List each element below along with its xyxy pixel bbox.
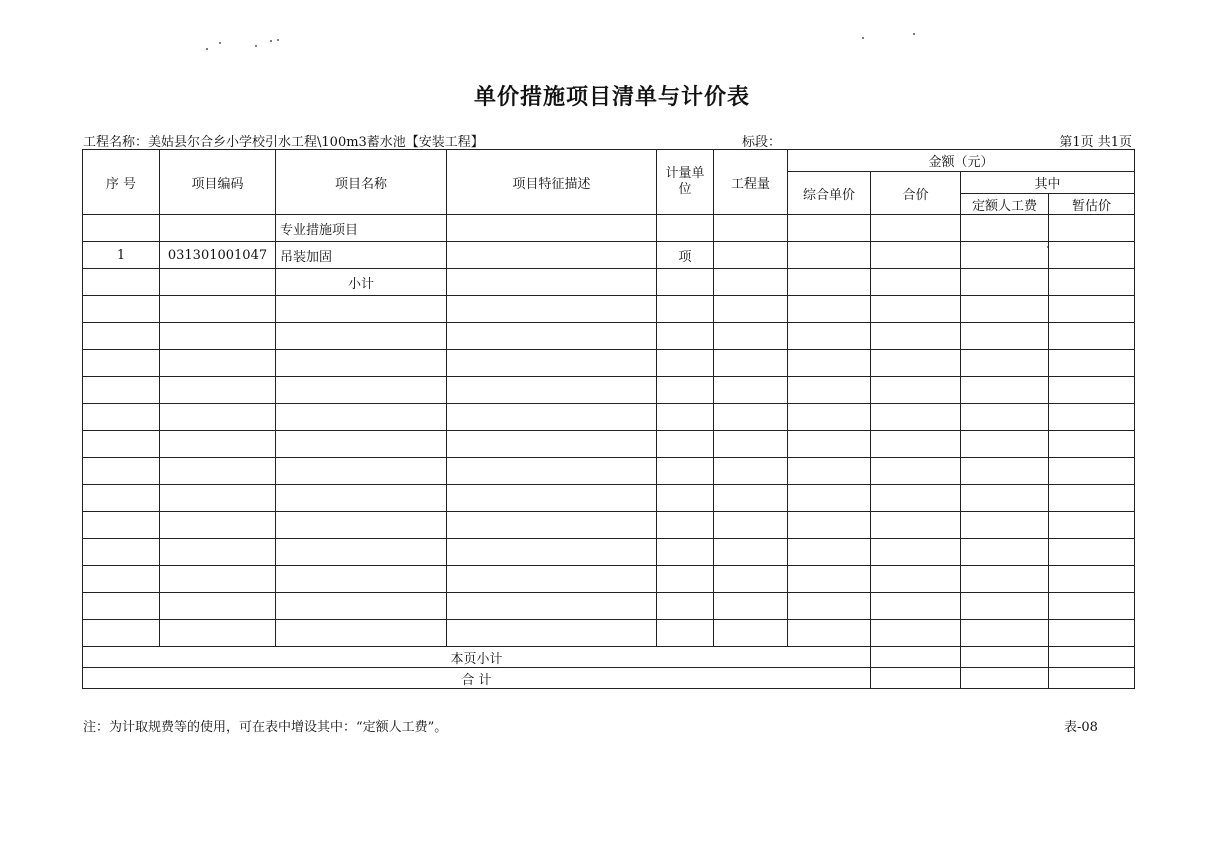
row-seq	[83, 215, 160, 242]
row-desc	[447, 404, 657, 431]
row-labor	[961, 404, 1049, 431]
header-total: 合价	[871, 172, 961, 215]
row-provisional	[1049, 431, 1135, 458]
table-number: 表-08	[1064, 720, 1098, 735]
row-total	[871, 512, 961, 539]
row-code	[160, 620, 276, 647]
row-total	[871, 404, 961, 431]
row-desc	[447, 620, 657, 647]
scan-speck	[913, 33, 915, 35]
row-labor	[961, 296, 1049, 323]
footer-labor	[961, 647, 1049, 668]
footer-labor	[961, 668, 1049, 689]
row-code: 031301001047	[160, 242, 276, 269]
row-code	[160, 485, 276, 512]
row-unit-price	[788, 512, 871, 539]
row-name: 吊装加固	[276, 242, 447, 269]
row-seq	[83, 350, 160, 377]
row-name	[276, 296, 447, 323]
row-unit-price	[788, 431, 871, 458]
row-unit	[657, 215, 714, 242]
row-desc	[447, 512, 657, 539]
row-labor	[961, 593, 1049, 620]
row-unit-price	[788, 404, 871, 431]
row-labor	[961, 323, 1049, 350]
header-amount: 金额（元）	[788, 150, 1135, 172]
row-labor	[961, 269, 1049, 296]
row-unit	[657, 593, 714, 620]
row-code	[160, 458, 276, 485]
row-provisional	[1049, 269, 1135, 296]
row-name	[276, 323, 447, 350]
row-provisional	[1049, 350, 1135, 377]
header-unit-price: 综合单价	[788, 172, 871, 215]
row-name	[276, 458, 447, 485]
row-unit-price	[788, 323, 871, 350]
scan-speck	[219, 42, 221, 44]
header-qty: 工程量	[714, 150, 788, 215]
measures-table	[82, 149, 1135, 689]
row-labor	[961, 215, 1049, 242]
row-provisional	[1049, 242, 1135, 269]
header-provisional: 暂估价	[1049, 194, 1135, 215]
row-labor	[961, 431, 1049, 458]
table-row	[83, 269, 1135, 296]
footer-total	[871, 647, 961, 668]
row-provisional	[1049, 539, 1135, 566]
row-name	[276, 350, 447, 377]
row-code	[160, 269, 276, 296]
row-seq	[83, 593, 160, 620]
row-code	[160, 566, 276, 593]
footer-row	[83, 668, 1135, 689]
row-unit	[657, 485, 714, 512]
page-info: 第1页 共1页	[1059, 135, 1132, 150]
row-total	[871, 593, 961, 620]
page-title: 单价措施项目清单与计价表	[473, 84, 750, 110]
row-name	[276, 485, 447, 512]
row-unit	[657, 512, 714, 539]
table-row	[83, 539, 1135, 566]
row-unit-price	[788, 269, 871, 296]
row-total	[871, 296, 961, 323]
row-qty	[714, 539, 788, 566]
row-seq: 1	[83, 242, 160, 269]
row-labor	[961, 485, 1049, 512]
row-qty	[714, 485, 788, 512]
row-unit	[657, 539, 714, 566]
row-seq	[83, 566, 160, 593]
row-name	[276, 593, 447, 620]
row-qty	[714, 377, 788, 404]
row-name: 专业措施项目	[276, 215, 447, 242]
row-seq	[83, 485, 160, 512]
row-name	[276, 620, 447, 647]
row-desc	[447, 566, 657, 593]
project-name-line	[83, 131, 484, 150]
row-seq	[83, 269, 160, 296]
table-row	[83, 485, 1135, 512]
footer-provisional	[1049, 647, 1135, 668]
row-unit	[657, 404, 714, 431]
table-row	[83, 512, 1135, 539]
row-desc	[447, 269, 657, 296]
row-unit	[657, 350, 714, 377]
row-qty	[714, 269, 788, 296]
row-total	[871, 323, 961, 350]
row-labor	[961, 620, 1049, 647]
row-unit-price	[788, 377, 871, 404]
header-desc: 项目特征描述	[447, 150, 657, 215]
row-code	[160, 323, 276, 350]
row-labor	[961, 512, 1049, 539]
row-labor	[961, 566, 1049, 593]
row-labor	[961, 377, 1049, 404]
row-desc	[447, 377, 657, 404]
table-row	[83, 458, 1135, 485]
row-code	[160, 350, 276, 377]
row-provisional	[1049, 215, 1135, 242]
scan-speck	[270, 40, 272, 42]
table-row	[83, 566, 1135, 593]
row-name	[276, 377, 447, 404]
row-labor	[961, 350, 1049, 377]
row-qty	[714, 458, 788, 485]
row-total	[871, 215, 961, 242]
row-name	[276, 512, 447, 539]
scan-speck	[255, 45, 257, 47]
row-unit-price	[788, 215, 871, 242]
row-total	[871, 431, 961, 458]
row-unit	[657, 323, 714, 350]
header-code: 项目编码	[160, 150, 276, 215]
row-unit: 项	[657, 242, 714, 269]
row-unit-price	[788, 242, 871, 269]
row-unit-price	[788, 350, 871, 377]
row-name	[276, 566, 447, 593]
row-unit	[657, 566, 714, 593]
row-seq	[83, 404, 160, 431]
table-row	[83, 296, 1135, 323]
row-qty	[714, 404, 788, 431]
row-seq	[83, 512, 160, 539]
row-seq	[83, 377, 160, 404]
row-labor	[961, 242, 1049, 269]
footer-page-subtotal: 本页小计	[83, 647, 871, 668]
row-unit	[657, 296, 714, 323]
row-provisional	[1049, 458, 1135, 485]
row-code	[160, 215, 276, 242]
scan-speck	[206, 48, 208, 50]
row-qty	[714, 566, 788, 593]
row-seq	[83, 323, 160, 350]
row-desc	[447, 242, 657, 269]
footer-provisional	[1049, 668, 1135, 689]
project-name: 美姑县尔合乡小学校引水工程\100m3蓄水池【安装工程】	[148, 135, 484, 150]
row-unit	[657, 377, 714, 404]
header-seq: 序 号	[83, 150, 160, 215]
row-total	[871, 539, 961, 566]
row-provisional	[1049, 296, 1135, 323]
row-qty	[714, 296, 788, 323]
footer-row	[83, 647, 1135, 668]
row-total	[871, 269, 961, 296]
scan-speck	[862, 37, 864, 39]
table-row	[83, 350, 1135, 377]
row-code	[160, 404, 276, 431]
header-labor: 定额人工费	[961, 194, 1049, 215]
row-code	[160, 512, 276, 539]
row-code	[160, 539, 276, 566]
row-total	[871, 566, 961, 593]
row-provisional	[1049, 512, 1135, 539]
row-unit	[657, 269, 714, 296]
row-total	[871, 242, 961, 269]
row-code	[160, 431, 276, 458]
row-seq	[83, 539, 160, 566]
row-qty	[714, 215, 788, 242]
row-seq	[83, 431, 160, 458]
row-desc	[447, 323, 657, 350]
row-unit-price	[788, 485, 871, 512]
row-code	[160, 593, 276, 620]
footer-grand-total: 合 计	[83, 668, 871, 689]
table-row	[83, 377, 1135, 404]
scan-speck	[277, 39, 279, 41]
footer-total	[871, 668, 961, 689]
row-unit-price	[788, 539, 871, 566]
row-seq	[83, 620, 160, 647]
row-qty	[714, 593, 788, 620]
row-unit-price	[788, 566, 871, 593]
section-label: 标段：	[742, 135, 782, 150]
row-total	[871, 485, 961, 512]
row-provisional	[1049, 566, 1135, 593]
row-unit-price	[788, 296, 871, 323]
table-row	[83, 404, 1135, 431]
footnote: 注：为计取规费等的使用，可在表中增设其中：“定额人工费”。	[83, 720, 448, 735]
row-unit-price	[788, 593, 871, 620]
row-desc	[447, 539, 657, 566]
row-qty	[714, 323, 788, 350]
row-provisional	[1049, 377, 1135, 404]
row-name: 小计	[276, 269, 447, 296]
header-unit: 计量单位	[657, 150, 714, 215]
row-provisional	[1049, 323, 1135, 350]
row-qty	[714, 620, 788, 647]
row-qty	[714, 512, 788, 539]
header-of-which: 其中	[961, 172, 1135, 194]
row-name	[276, 539, 447, 566]
header-row	[83, 150, 1135, 172]
row-qty	[714, 350, 788, 377]
row-provisional	[1049, 485, 1135, 512]
table-row	[83, 215, 1135, 242]
table-row	[83, 620, 1135, 647]
row-unit-price	[788, 620, 871, 647]
row-qty	[714, 431, 788, 458]
row-desc	[447, 485, 657, 512]
row-code	[160, 296, 276, 323]
row-desc	[447, 458, 657, 485]
row-unit-price	[788, 458, 871, 485]
row-total	[871, 458, 961, 485]
project-label: 工程名称：	[83, 135, 149, 150]
table-row	[83, 431, 1135, 458]
row-total	[871, 620, 961, 647]
table-row	[83, 242, 1135, 269]
table-row	[83, 593, 1135, 620]
header-name: 项目名称	[276, 150, 447, 215]
row-labor	[961, 539, 1049, 566]
row-desc	[447, 350, 657, 377]
row-desc	[447, 296, 657, 323]
row-qty	[714, 242, 788, 269]
row-total	[871, 350, 961, 377]
row-seq	[83, 458, 160, 485]
row-provisional	[1049, 404, 1135, 431]
row-desc	[447, 215, 657, 242]
row-desc	[447, 593, 657, 620]
row-code	[160, 377, 276, 404]
row-desc	[447, 431, 657, 458]
row-total	[871, 377, 961, 404]
row-labor	[961, 458, 1049, 485]
row-provisional	[1049, 620, 1135, 647]
row-name	[276, 431, 447, 458]
row-unit	[657, 620, 714, 647]
row-provisional	[1049, 593, 1135, 620]
row-unit	[657, 458, 714, 485]
row-seq	[83, 296, 160, 323]
row-unit	[657, 431, 714, 458]
row-name	[276, 404, 447, 431]
table-row	[83, 323, 1135, 350]
